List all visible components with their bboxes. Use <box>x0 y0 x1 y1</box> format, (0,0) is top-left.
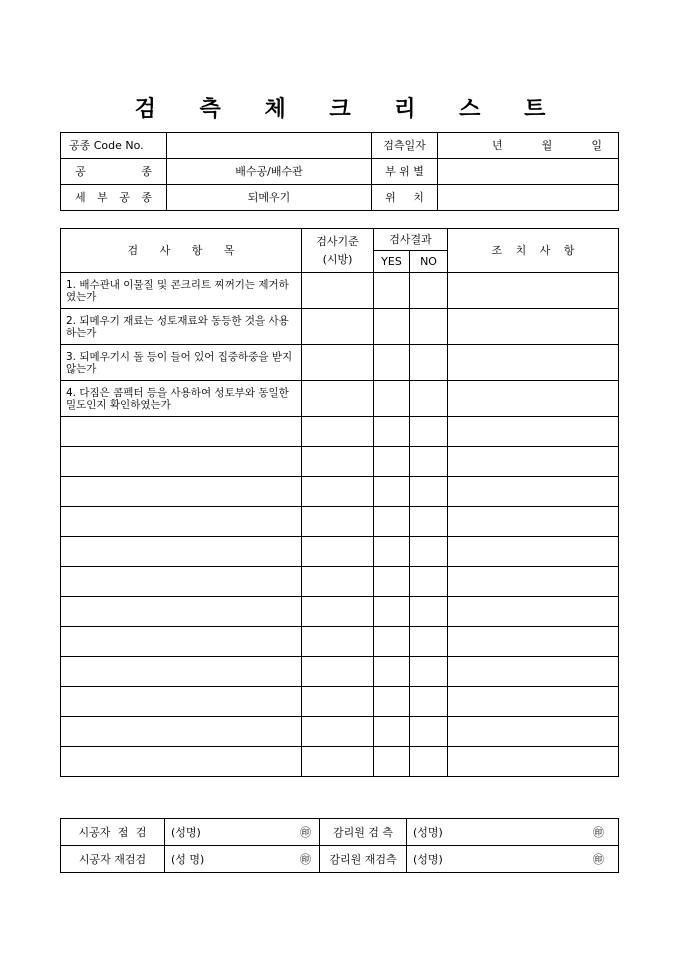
action-cell[interactable] <box>448 717 619 747</box>
table-row <box>61 273 619 309</box>
no-cell[interactable] <box>410 657 448 687</box>
supervisor-recheck-name[interactable] <box>407 846 619 873</box>
item-cell[interactable] <box>61 687 302 717</box>
action-cell[interactable] <box>448 447 619 477</box>
item-cell[interactable] <box>61 747 302 777</box>
name-label: (성명) <box>413 852 443 866</box>
inspection-date-value[interactable] <box>438 133 619 159</box>
action-cell[interactable] <box>448 657 619 687</box>
no-cell[interactable] <box>410 747 448 777</box>
work-type-label: 공 종 <box>61 159 167 185</box>
signature-row-2 <box>61 846 619 873</box>
seal-icon: ㊞ <box>593 852 604 866</box>
criteria-header <box>302 229 374 273</box>
detail-work-value[interactable]: 되메우기 <box>167 185 372 211</box>
checklist-item-2: 2. 되메우기 재료는 성토재료와 동등한 것을 사용하는가 <box>61 309 302 345</box>
info-table <box>60 132 619 211</box>
contractor-recheck-label: 시공자 재검검 <box>61 846 165 873</box>
seal-icon: ㊞ <box>300 825 311 839</box>
yes-header: YES <box>374 251 410 273</box>
yes-cell[interactable] <box>374 417 410 447</box>
table-row <box>61 657 619 687</box>
table-row <box>61 507 619 537</box>
seal-icon: ㊞ <box>593 825 604 839</box>
criteria-cell[interactable] <box>302 417 374 447</box>
no-header: NO <box>410 251 448 273</box>
criteria-cell[interactable] <box>302 657 374 687</box>
action-cell[interactable] <box>448 627 619 657</box>
action-cell[interactable] <box>448 417 619 447</box>
info-row-work-type <box>61 159 619 185</box>
item-cell[interactable] <box>61 597 302 627</box>
yes-cell[interactable] <box>374 657 410 687</box>
action-cell[interactable] <box>448 273 619 309</box>
yes-cell[interactable] <box>374 537 410 567</box>
criteria-cell[interactable] <box>302 345 374 381</box>
table-row <box>61 627 619 657</box>
yes-cell[interactable] <box>374 447 410 477</box>
supervisor-recheck-label: 감리원 재검측 <box>320 846 407 873</box>
location-label: 위 치 <box>372 185 438 211</box>
document-title: 검 측 체 크 리 스 트 <box>134 96 564 122</box>
supervisor-check-label: 감리원 검 측 <box>320 819 407 846</box>
signature-row-1 <box>61 819 619 846</box>
criteria-header-line2: (시방) <box>322 253 353 266</box>
name-label: (성 명) <box>171 852 205 866</box>
yes-cell[interactable] <box>374 477 410 507</box>
table-row <box>61 567 619 597</box>
table-row <box>61 417 619 447</box>
action-cell[interactable] <box>448 381 619 417</box>
action-cell[interactable] <box>448 477 619 507</box>
name-label: (성명) <box>413 825 443 839</box>
action-cell[interactable] <box>448 309 619 345</box>
table-row <box>61 447 619 477</box>
checklist-item-4: 4. 다짐은 콤펙터 등을 사용하여 성토부와 동일한 밀도인지 확인하였는가 <box>61 381 302 417</box>
criteria-cell[interactable] <box>302 273 374 309</box>
month-label: 월 <box>541 139 553 152</box>
no-cell[interactable] <box>410 381 448 417</box>
yes-cell[interactable] <box>374 597 410 627</box>
criteria-cell[interactable] <box>302 381 374 417</box>
criteria-cell[interactable] <box>302 567 374 597</box>
action-header: 조 치 사 항 <box>448 229 619 273</box>
criteria-cell[interactable] <box>302 717 374 747</box>
criteria-cell[interactable] <box>302 597 374 627</box>
criteria-cell[interactable] <box>302 309 374 345</box>
result-header: 검사결과 <box>374 229 448 251</box>
yes-cell[interactable] <box>374 507 410 537</box>
yes-cell[interactable] <box>374 345 410 381</box>
criteria-cell[interactable] <box>302 747 374 777</box>
checklist-item-3: 3. 되메우기시 돌 등이 들어 있어 집중하중을 받지 않는가 <box>61 345 302 381</box>
no-cell[interactable] <box>410 537 448 567</box>
criteria-cell[interactable] <box>302 477 374 507</box>
checklist-table <box>60 228 619 777</box>
info-row-detail <box>61 185 619 211</box>
action-cell[interactable] <box>448 567 619 597</box>
no-cell[interactable] <box>410 417 448 447</box>
detail-work-label: 세 부 공 종 <box>61 185 167 211</box>
table-row <box>61 717 619 747</box>
yes-cell[interactable] <box>374 273 410 309</box>
day-label: 일 <box>591 139 602 152</box>
table-row <box>61 687 619 717</box>
inspection-date-label: 검측일자 <box>372 133 438 159</box>
part-value[interactable] <box>438 159 619 185</box>
no-cell[interactable] <box>410 717 448 747</box>
contractor-check-label: 시공자 점 검 <box>61 819 165 846</box>
item-cell[interactable] <box>61 447 302 477</box>
item-cell[interactable] <box>61 477 302 507</box>
item-header: 검 사 항 목 <box>61 229 302 273</box>
no-cell[interactable] <box>410 447 448 477</box>
table-row <box>61 747 619 777</box>
code-label: 공종 Code No. <box>61 133 167 159</box>
item-cell[interactable] <box>61 417 302 447</box>
code-value[interactable] <box>167 133 372 159</box>
yes-cell[interactable] <box>374 687 410 717</box>
name-label: (성명) <box>171 825 201 839</box>
criteria-cell[interactable] <box>302 537 374 567</box>
table-row <box>61 345 619 381</box>
yes-cell[interactable] <box>374 567 410 597</box>
criteria-cell[interactable] <box>302 507 374 537</box>
yes-cell[interactable] <box>374 717 410 747</box>
location-value[interactable] <box>438 185 619 211</box>
action-cell[interactable] <box>448 537 619 567</box>
year-label: 년 <box>492 139 503 152</box>
table-row <box>61 309 619 345</box>
no-cell[interactable] <box>410 309 448 345</box>
item-cell[interactable] <box>61 717 302 747</box>
yes-cell[interactable] <box>374 747 410 777</box>
no-cell[interactable] <box>410 627 448 657</box>
yes-cell[interactable] <box>374 381 410 417</box>
criteria-cell[interactable] <box>302 447 374 477</box>
yes-cell[interactable] <box>374 627 410 657</box>
no-cell[interactable] <box>410 477 448 507</box>
seal-icon: ㊞ <box>300 852 311 866</box>
supervisor-check-name[interactable] <box>407 819 619 846</box>
action-cell[interactable] <box>448 345 619 381</box>
no-cell[interactable] <box>410 597 448 627</box>
action-cell[interactable] <box>448 597 619 627</box>
action-cell[interactable] <box>448 747 619 777</box>
action-cell[interactable] <box>448 507 619 537</box>
no-cell[interactable] <box>410 567 448 597</box>
no-cell[interactable] <box>410 345 448 381</box>
criteria-header-line1: 검사기준 <box>316 235 359 248</box>
item-cell[interactable] <box>61 507 302 537</box>
criteria-cell[interactable] <box>302 687 374 717</box>
contractor-recheck-name[interactable] <box>165 846 320 873</box>
contractor-check-name[interactable] <box>165 819 320 846</box>
yes-cell[interactable] <box>374 309 410 345</box>
table-row <box>61 381 619 417</box>
work-type-value[interactable]: 배수공/배수관 <box>167 159 372 185</box>
signature-table <box>60 818 619 873</box>
checklist-item-1: 1. 배수관내 이물질 및 콘크리트 찌꺼기는 제거하였는가 <box>61 273 302 309</box>
part-label: 부 위 별 <box>372 159 438 185</box>
table-row <box>61 477 619 507</box>
table-row <box>61 597 619 627</box>
no-cell[interactable] <box>410 687 448 717</box>
no-cell[interactable] <box>410 507 448 537</box>
no-cell[interactable] <box>410 273 448 309</box>
item-cell[interactable] <box>61 657 302 687</box>
table-row <box>61 537 619 567</box>
item-cell[interactable] <box>61 537 302 567</box>
info-row-code <box>61 133 619 159</box>
item-cell[interactable] <box>61 567 302 597</box>
item-cell[interactable] <box>61 627 302 657</box>
criteria-cell[interactable] <box>302 627 374 657</box>
action-cell[interactable] <box>448 687 619 717</box>
